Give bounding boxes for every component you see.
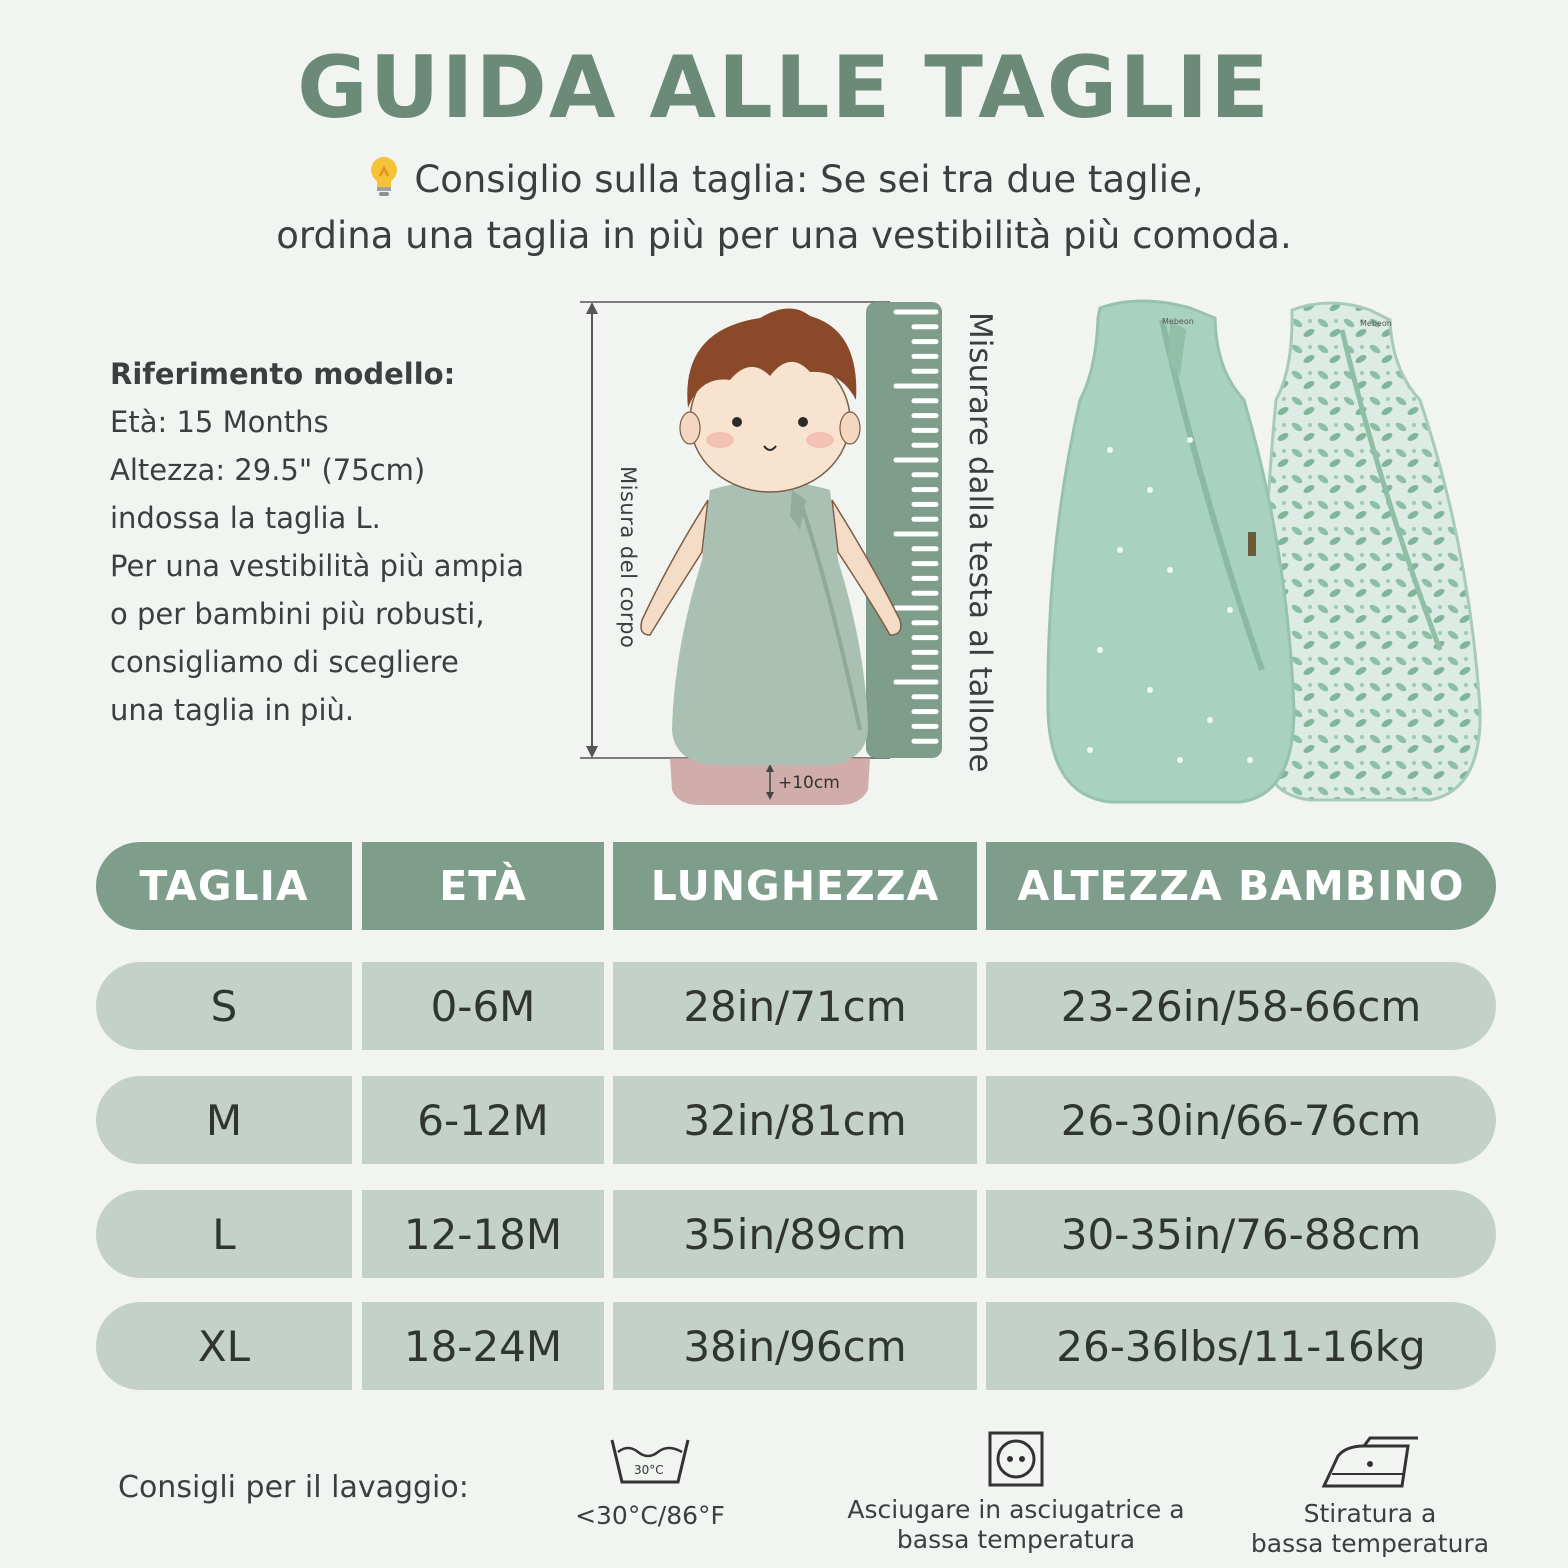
table-header-row — [96, 842, 1496, 930]
model-reference-line: una taglia in più. — [110, 693, 355, 727]
header-length: LUNGHEZZA — [613, 842, 977, 930]
cell-size: XL — [96, 1302, 352, 1390]
table-row — [96, 1302, 1496, 1390]
wash-instruction — [560, 1436, 740, 1531]
cell-age: 6-12M — [362, 1076, 604, 1164]
model-reference-line: Età: 15 Months — [110, 405, 329, 439]
iron-instruction — [1240, 1434, 1500, 1559]
model-reference — [110, 350, 570, 734]
washing-label: Consigli per il lavaggio: — [118, 1470, 469, 1505]
sleep-bag-plain — [1048, 301, 1294, 802]
table-row — [96, 1076, 1496, 1164]
tumble-dry-low-icon — [987, 1430, 1045, 1488]
cell-child-height: 26-36lbs/11-16kg — [986, 1302, 1496, 1390]
cell-length: 35in/89cm — [613, 1190, 977, 1278]
iron-text-line-2: bassa temperatura — [1250, 1529, 1490, 1558]
cell-size: M — [96, 1076, 352, 1164]
model-reference-line: Altezza: 29.5" (75cm) — [110, 453, 426, 487]
cell-size: L — [96, 1190, 352, 1278]
size-tip — [0, 152, 1568, 264]
cell-length: 38in/96cm — [613, 1302, 977, 1390]
model-reference-line: consigliamo di scegliere — [110, 645, 459, 679]
sleep-bag-floral — [1264, 303, 1481, 800]
extra-length-label: +10cm — [778, 773, 840, 793]
cell-child-height: 23-26in/58-66cm — [986, 962, 1496, 1050]
header-child-height: ALTEZZA BAMBINO — [986, 842, 1496, 930]
table-row — [96, 962, 1496, 1050]
sleep-bag-images — [1030, 290, 1510, 810]
model-reference-line: Per una vestibilità più ampia — [110, 549, 524, 583]
iron-low-icon — [1318, 1434, 1422, 1492]
cell-child-height: 26-30in/66-76cm — [986, 1076, 1496, 1164]
ruler-icon — [866, 302, 942, 758]
cell-length: 28in/71cm — [613, 962, 977, 1050]
body-measure-label: Misura del corpo — [616, 466, 640, 649]
table-row — [96, 1190, 1496, 1278]
model-reference-line: o per bambini più robusti, — [110, 597, 485, 631]
dry-instruction — [836, 1430, 1196, 1555]
cell-length: 32in/81cm — [613, 1076, 977, 1164]
svg-text:Mebeon: Mebeon — [1360, 319, 1392, 328]
cell-age: 18-24M — [362, 1302, 604, 1390]
model-reference-heading: Riferimento modello: — [110, 357, 456, 391]
header-size: TAGLIA — [96, 842, 352, 930]
cell-child-height: 30-35in/76-88cm — [986, 1190, 1496, 1278]
cell-age: 12-18M — [362, 1190, 604, 1278]
cell-age: 0-6M — [362, 962, 604, 1050]
cell-size: S — [96, 962, 352, 1050]
lightbulb-icon — [364, 154, 404, 198]
iron-text-line-1: Stiratura a — [1303, 1499, 1437, 1528]
dry-text-line-1: Asciugare in asciugatrice a — [847, 1495, 1185, 1524]
svg-text:Mebeon: Mebeon — [1162, 317, 1194, 326]
header-age: ETÀ — [362, 842, 604, 930]
dry-text-line-2: bassa temperatura — [896, 1525, 1136, 1554]
wash-temperature-text: <30°C/86°F — [575, 1501, 725, 1530]
wash-temp-label: 30°C — [634, 1463, 664, 1477]
model-reference-line: indossa la taglia L. — [110, 501, 381, 535]
page-title: GUIDA ALLE TAGLIE — [297, 38, 1271, 138]
wash-30-icon — [608, 1436, 692, 1486]
tip-line-1: Consiglio sulla taglia: Se sei tra due taglie, — [414, 158, 1204, 201]
tip-line-2: ordina una taglia in più per una vestibilità più comoda. — [276, 214, 1292, 257]
head-to-heel-label: Misurare dalla testa al tallone — [962, 312, 998, 773]
